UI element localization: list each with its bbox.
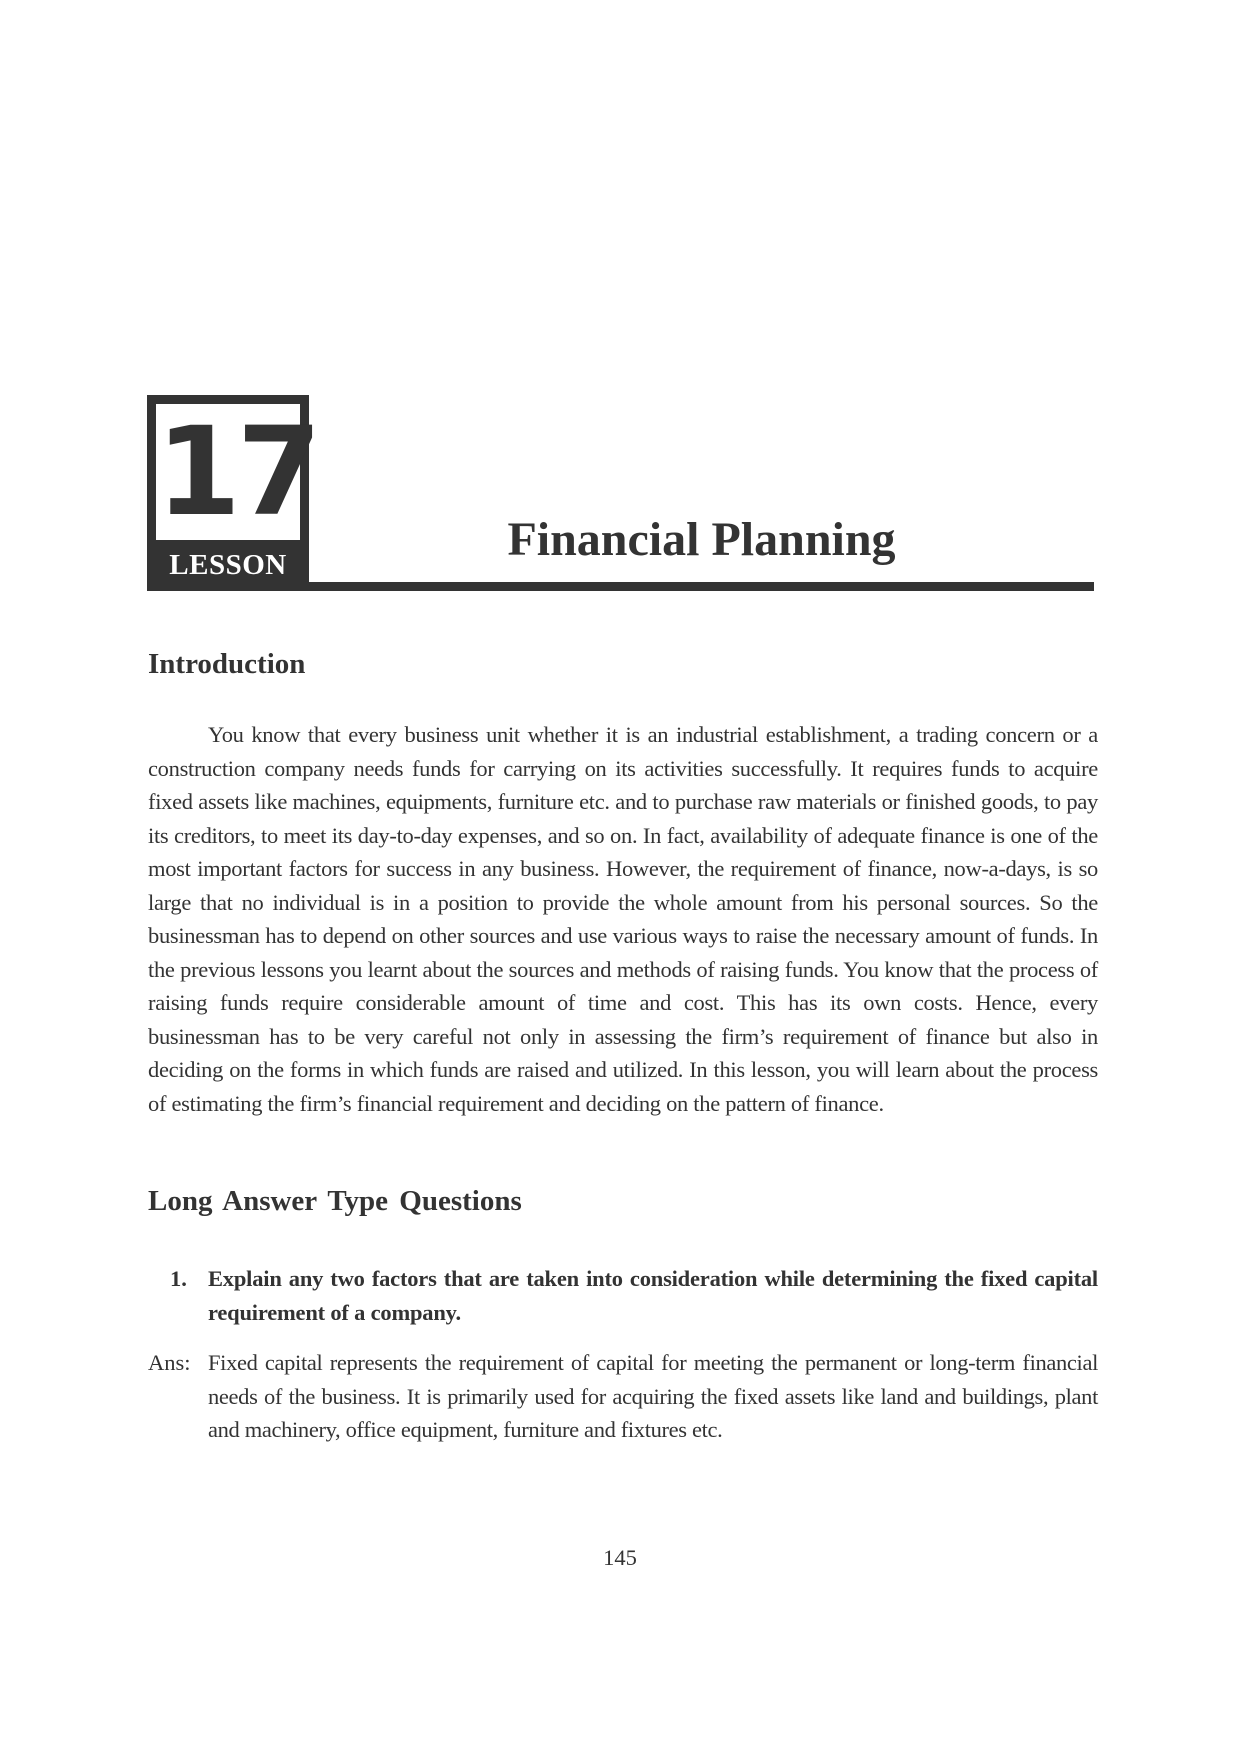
question-text: Explain any two factors that are taken into consideration while determining the fixed capital requirement of a company. — [208, 1266, 1098, 1325]
chapter-title: Financial Planning — [507, 513, 896, 566]
lesson-number-box — [156, 401, 318, 543]
answer-label: Ans: — [148, 1350, 191, 1375]
answer-item — [148, 1346, 1098, 1447]
title-underline-rule — [309, 582, 1094, 591]
question-item — [170, 1262, 1098, 1329]
answer-text: Fixed capital represents the requirement of capital for meeting the permanent or long-term financial needs of the business. It is primarily used for acquiring the fixed assets like land and buildings, plant and machinery, office equipment, furniture and fixtures etc. — [208, 1350, 1098, 1442]
introduction-heading: Introduction — [148, 648, 306, 680]
introduction-paragraph: You know that every business unit whether it is an industrial establishment, a trading concern or a construction company needs funds for carrying on its activities successfully. It requires funds to acquire fixed assets like machines, equipments, furniture etc. and to purchase raw materials or finished goods, to pay its creditors, to meet its day-to-day expenses, and so on. In fact, availability of adequate finance is one of the most important factors for success in any business. However, the requirement of finance, now-a-days, is so large that no individual is in a position to provide the whole amount from his personal sources. So the businessman has to depend on other sources and use various ways to raise the necessary amount of funds. In the previous lessons you learnt about the sources and methods of raising funds. You know that the process of raising funds require considerable amount of time and cost. This has its own costs. Hence, every businessman has to be very careful not only in assessing the firm’s requirement of finance but also in deciding on the forms in which funds are raised and utilized. In this lesson, you will learn about the process of estimating the firm’s financial requirement and deciding on the pattern of finance. — [148, 722, 1098, 1116]
lesson-number: 17 — [156, 401, 318, 543]
lesson-label: LESSON — [169, 549, 287, 581]
page-number: 145 — [603, 1545, 637, 1570]
long-answer-heading: Long Answer Type Questions — [148, 1185, 522, 1217]
question-number: 1. — [170, 1266, 187, 1291]
lesson-badge — [147, 395, 318, 591]
